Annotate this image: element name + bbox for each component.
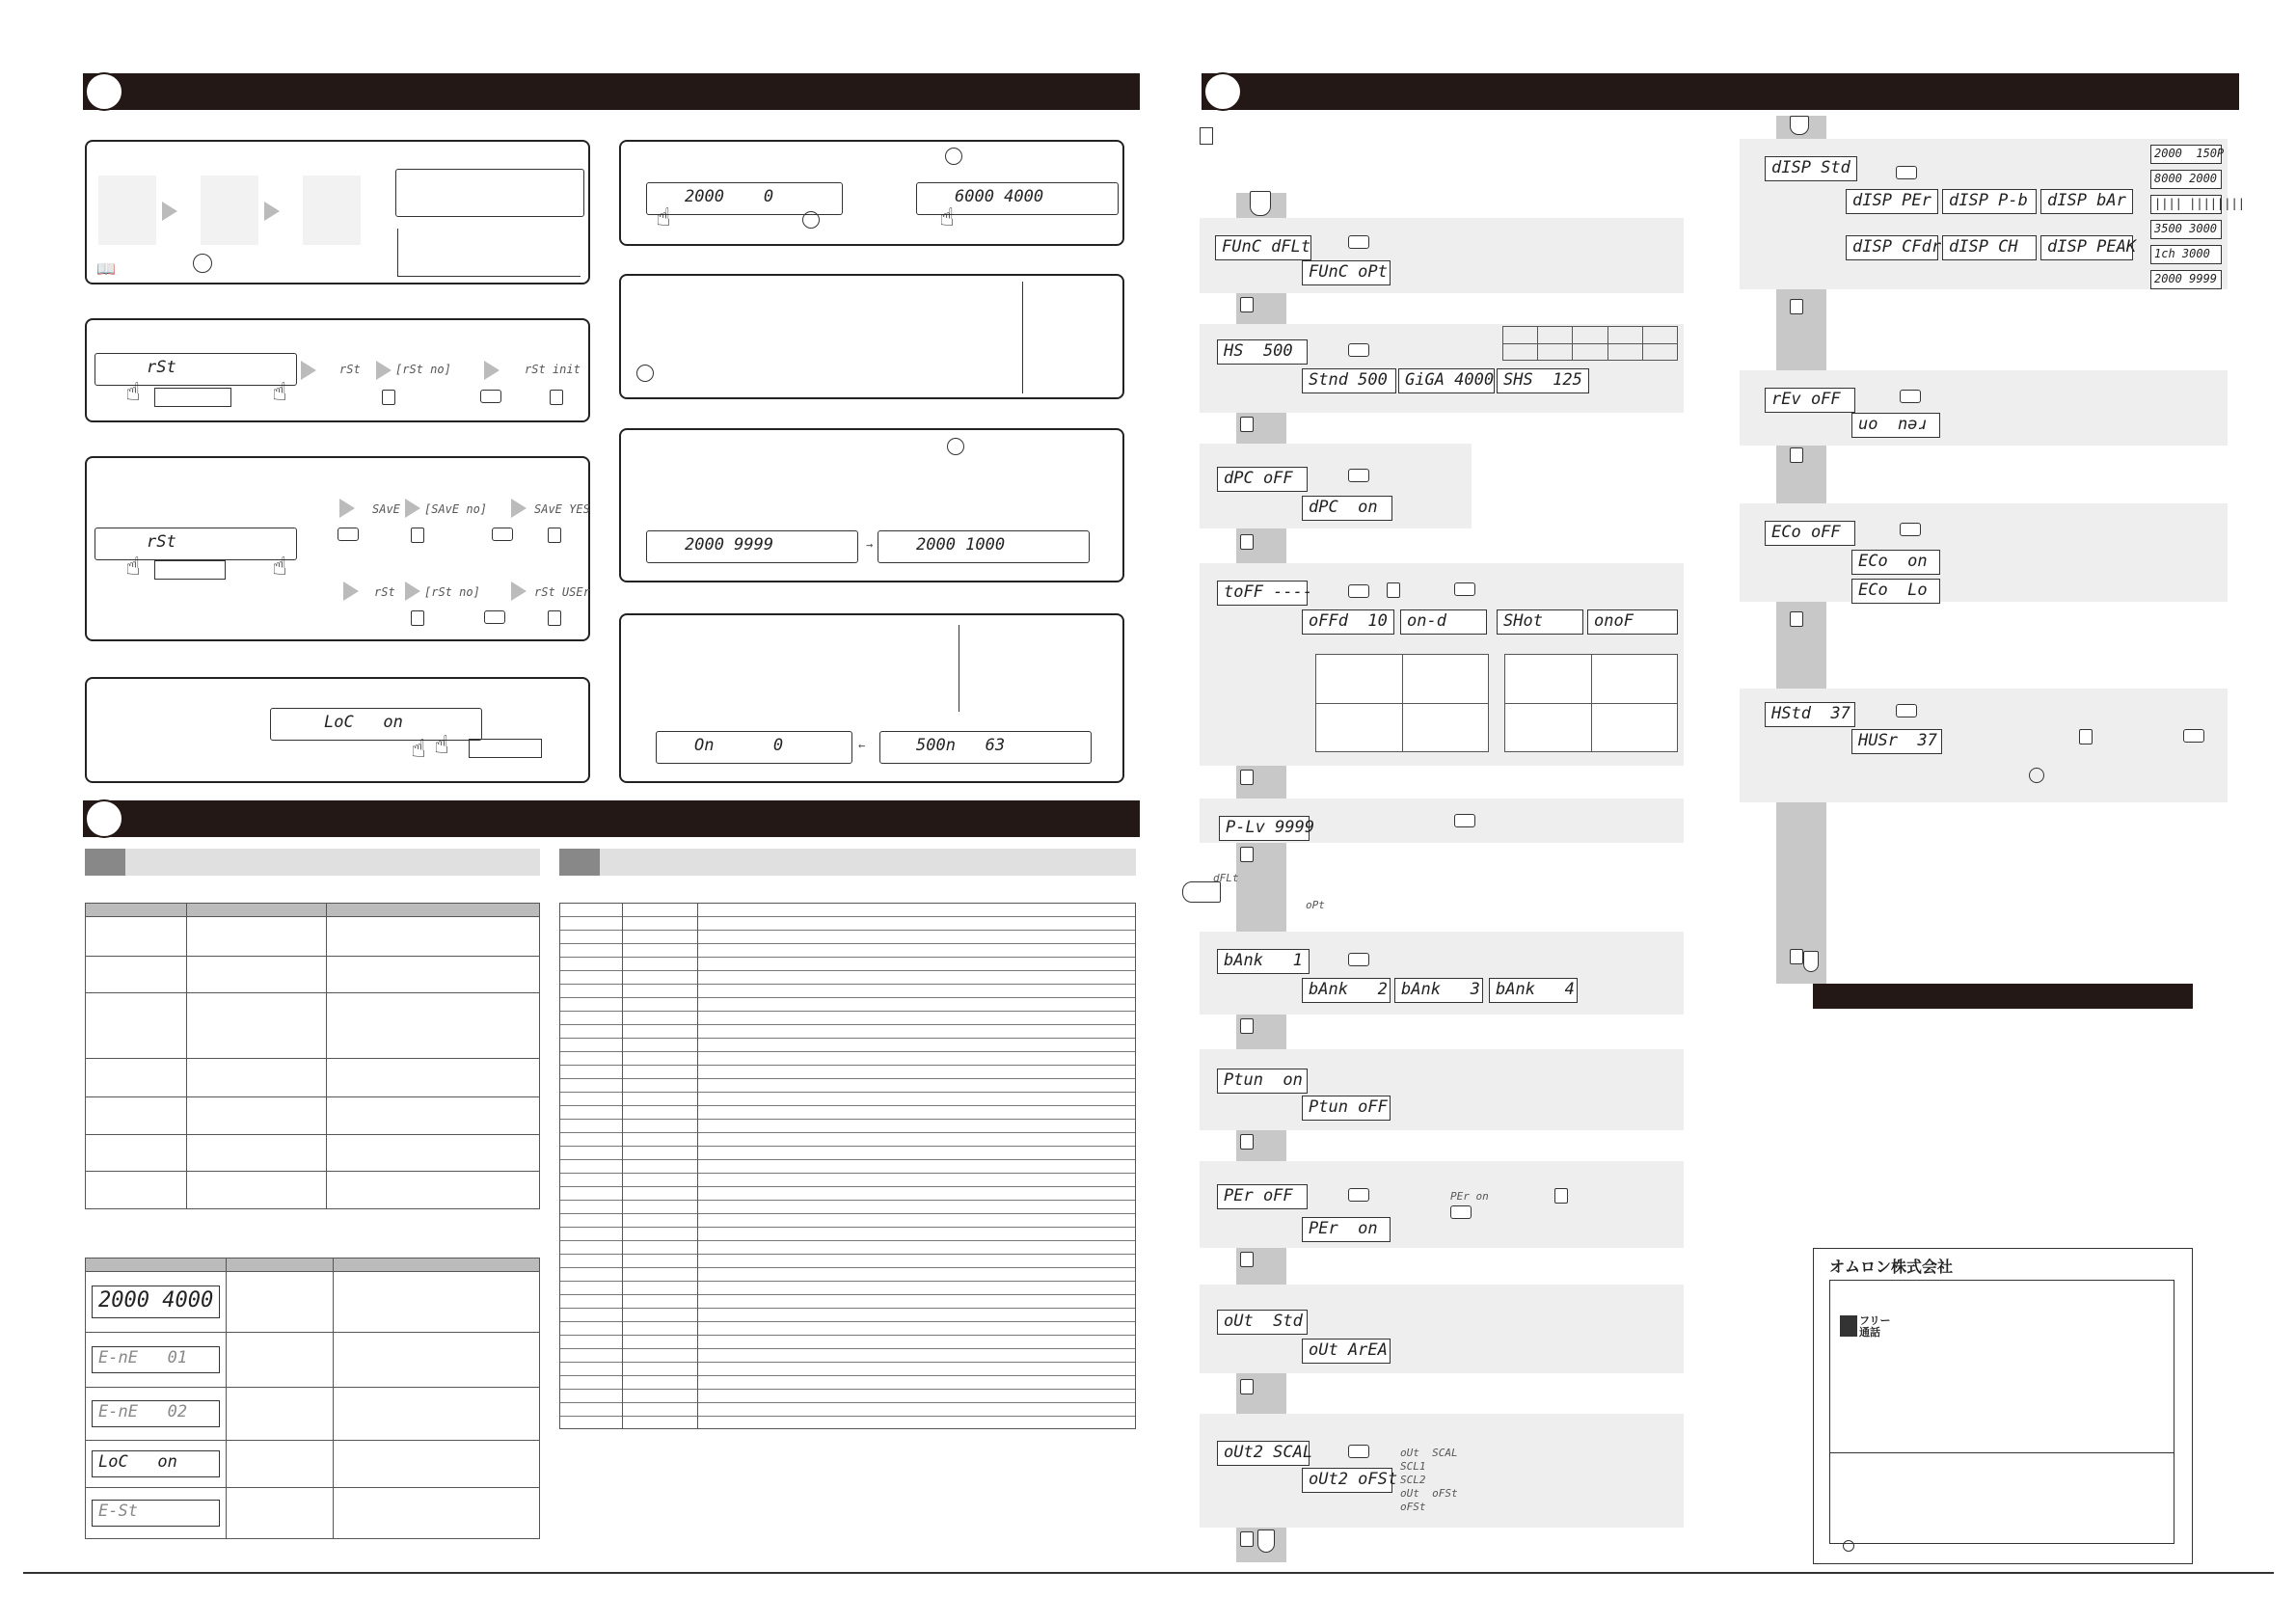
hs-option: GiGA 4000 <box>1398 368 1495 393</box>
select-button-icon <box>1454 582 1475 596</box>
arrow-glyph: → <box>866 538 874 552</box>
out-display: oUt Std <box>1217 1310 1308 1335</box>
out2-display: oUt2 SCAL <box>1217 1441 1310 1466</box>
enter-button-icon <box>1790 949 1803 964</box>
step-arrow <box>162 202 177 221</box>
out2-note: oUt SCAL <box>1400 1447 1458 1459</box>
bank-option: bAnk 4 <box>1489 978 1578 1003</box>
flow-arrow <box>484 361 500 380</box>
check-icon <box>2029 768 2044 783</box>
per-display: PEr oFF <box>1217 1184 1308 1209</box>
toff-timing-table-2 <box>1504 654 1678 752</box>
enter-button-icon <box>1240 297 1254 312</box>
status-display: E-nE 02 <box>92 1400 220 1427</box>
device-display: rSt <box>141 531 218 556</box>
arrow-glyph: ← <box>858 739 866 752</box>
label-box <box>154 388 231 407</box>
enter-button-icon <box>2079 729 2093 744</box>
subheader-bar-1 <box>85 849 540 876</box>
select-button-icon <box>1348 1188 1369 1202</box>
enter-button-icon <box>1790 611 1803 627</box>
select-button-icon <box>1900 523 1921 536</box>
dflt-pointer <box>1182 881 1221 903</box>
toff-option: SHot <box>1497 609 1583 635</box>
timing-chart <box>1022 282 1117 393</box>
flow-arrow <box>339 499 355 518</box>
select-button-icon <box>1348 1445 1369 1458</box>
device-display: LoC on <box>318 712 405 737</box>
enter-button-icon <box>1240 1018 1254 1034</box>
hs-mini-table <box>1502 326 1678 361</box>
opt-label: oPt <box>1306 899 1325 911</box>
label-box <box>469 739 542 758</box>
select-button-icon <box>1896 166 1917 179</box>
device-display: 500n 63 <box>910 735 1016 760</box>
enter-button-icon <box>411 610 424 626</box>
enter-button-icon <box>1790 299 1803 314</box>
check-icon <box>947 438 964 455</box>
bottom-rule <box>23 1572 2274 1574</box>
select-button-icon <box>480 390 501 403</box>
dflt-label: dFLt <box>1213 872 1239 884</box>
eco-display: ECo oFF <box>1765 521 1855 546</box>
panel-timing <box>619 274 1124 399</box>
bank-option: bAnk 2 <box>1302 978 1391 1003</box>
device-display: 2000 0 <box>679 186 785 211</box>
enter-button-icon <box>1240 1134 1254 1150</box>
flow-block-eco <box>1740 503 2228 602</box>
subheader-tab-1 <box>85 849 125 876</box>
disp-sample: 2000 150P <box>2150 145 2222 164</box>
waveform-axis <box>397 229 581 277</box>
check-icon <box>945 148 962 165</box>
rev-option: uo nǝɹ <box>1851 413 1940 438</box>
disp-sample: |||| |||||||| <box>2150 195 2222 214</box>
select-button-icon <box>1900 390 1921 403</box>
disp-option: dISP CFdr <box>1846 235 1938 260</box>
panel-save <box>85 456 590 641</box>
select-button-icon <box>338 528 359 541</box>
hand-press-icon: ☝ <box>125 553 141 582</box>
enter-button-icon <box>1240 1531 1254 1547</box>
book-icon: 📖 <box>96 259 116 278</box>
step-box-1 <box>98 176 156 245</box>
end-marker <box>1257 1529 1275 1553</box>
disp-option: dISP CH <box>1942 235 2037 260</box>
select-button-icon <box>1348 469 1369 482</box>
panel-peak-hold <box>619 613 1124 783</box>
func-option: FUnC oPt <box>1302 260 1391 285</box>
device-display: 6000 4000 <box>949 186 1055 211</box>
reset-user-label: [rSt no] <box>424 585 480 599</box>
hand-press-icon: ☝ <box>411 735 426 764</box>
status-display-table <box>85 1258 540 1539</box>
disp-option: dISP P-b <box>1942 189 2037 214</box>
hstd-display: HStd 37 <box>1765 702 1855 727</box>
out2-option: oUt2 oFSt <box>1302 1468 1392 1493</box>
disp-option: dISP bAr <box>2040 189 2133 214</box>
device-display: 2000 9999 <box>679 534 785 559</box>
dpc-display: dPC oFF <box>1217 467 1308 492</box>
status-display: 2000 4000 <box>92 1286 220 1318</box>
disp-sample: 3500 3000 <box>2150 220 2222 239</box>
section-number-circle-2 <box>1203 72 1242 111</box>
per-option: PEr on <box>1302 1217 1391 1242</box>
contact-box <box>1829 1280 2174 1544</box>
hs-display: HS 500 <box>1217 339 1308 365</box>
panel-reset <box>85 318 590 422</box>
reset-label: rSt init <box>525 363 581 376</box>
select-button-icon <box>1348 953 1369 966</box>
company-box <box>1813 1248 2193 1564</box>
out2-note: SCL2 <box>1400 1474 1426 1486</box>
flow-arrow <box>405 499 420 518</box>
enter-button-icon <box>1387 582 1400 598</box>
func-display: FUnC dFLt <box>1215 235 1311 260</box>
disp-sample: 8000 2000 <box>2150 170 2222 189</box>
dpc-option: dPC on <box>1302 496 1392 521</box>
hs-option: SHS 125 <box>1497 368 1589 393</box>
flow-arrow <box>511 499 527 518</box>
select-button-icon <box>1896 704 1917 717</box>
device-display: rSt <box>141 357 218 382</box>
enter-button-icon <box>548 610 561 626</box>
eco-option: ECo on <box>1851 550 1940 575</box>
panel-teach-overview <box>85 140 590 284</box>
enter-button-icon <box>1240 417 1254 432</box>
flow-arrow <box>511 582 527 601</box>
hand-press-icon: ☝ <box>272 378 287 407</box>
peak-waveform <box>959 625 1113 712</box>
enter-button-icon <box>550 390 563 405</box>
reset-label: [rSt no] <box>395 363 451 376</box>
bank-display: bAnk 1 <box>1217 949 1310 974</box>
status-display: E-nE 01 <box>92 1346 220 1373</box>
end-marker <box>1803 951 1819 972</box>
reset-user-label: rSt <box>374 585 395 599</box>
company-name: オムロン株式会社 <box>1829 1258 1954 1276</box>
menu-icon <box>1200 127 1213 145</box>
toff-option: onoF <box>1587 609 1678 635</box>
select-button-icon <box>2183 729 2204 743</box>
plv-display: P-Lv 9999 <box>1219 816 1310 841</box>
save-label: SAvE <box>372 502 400 516</box>
panel-threshold-check <box>619 140 1124 246</box>
enter-button-icon <box>1240 847 1254 862</box>
status-display: LoC on <box>92 1450 220 1477</box>
black-banner <box>1813 984 2193 1009</box>
toff-option: oFFd 10 <box>1302 609 1394 635</box>
check-icon <box>636 365 654 382</box>
section-number-circle-3 <box>85 799 123 838</box>
enter-button-icon <box>382 390 395 405</box>
flow-arrow <box>301 361 316 380</box>
label-box <box>154 560 226 580</box>
reset-user-label: rSt USEr <box>534 585 590 599</box>
section-bar-1 <box>83 73 1140 110</box>
select-button-icon <box>1348 235 1369 249</box>
hand-press-icon: ☝ <box>656 203 671 232</box>
out2-note: SCL1 <box>1400 1460 1426 1473</box>
disp-sample: 2000 9999 <box>2150 270 2222 289</box>
save-label: SAvE YES <box>534 502 590 516</box>
spec-col-divider <box>622 904 623 1428</box>
step-box-2 <box>201 176 258 245</box>
device-display: 2000 1000 <box>910 534 1016 559</box>
toff-display: toFF ---- <box>1217 581 1308 606</box>
hand-press-icon: ☝ <box>272 553 287 582</box>
hs-option: Stnd 500 <box>1302 368 1396 393</box>
disp-option: dISP PEr <box>1846 189 1938 214</box>
subheader-tab-2 <box>559 849 600 876</box>
select-button-icon <box>492 528 513 541</box>
panel-key-lock <box>85 677 590 783</box>
toff-timing-table-1 <box>1315 654 1489 752</box>
flow-block-out2 <box>1200 1414 1684 1528</box>
eco-option: ECo Lo <box>1851 579 1940 604</box>
small-circle-mark <box>1843 1540 1854 1552</box>
select-button-icon <box>1454 814 1475 827</box>
check-icon <box>802 211 820 229</box>
enter-button-icon <box>1240 1252 1254 1267</box>
toff-option: on-d <box>1400 609 1487 635</box>
ptun-option: Ptun oFF <box>1302 1096 1391 1121</box>
enter-button-icon <box>1240 534 1254 550</box>
phone-icon <box>1840 1315 1857 1337</box>
per-note: PEr on <box>1450 1190 1489 1203</box>
enter-button-icon <box>411 528 424 543</box>
enter-button-icon <box>548 528 561 543</box>
flow-arrow <box>376 361 392 380</box>
disp-option: dISP PEAK <box>2040 235 2133 260</box>
start-marker <box>1250 191 1271 216</box>
step-box-3 <box>303 176 361 245</box>
flow-arrow <box>405 582 420 601</box>
enter-button-icon <box>1554 1188 1568 1204</box>
hand-press-icon: ☝ <box>125 378 141 407</box>
select-button-icon <box>1348 343 1369 357</box>
hand-press-icon: ☝ <box>434 731 449 760</box>
contact-divider <box>1830 1452 2174 1453</box>
subheader-bar-2 <box>559 849 1136 876</box>
spec-table <box>559 903 1136 1429</box>
section-bar-2 <box>1202 73 2239 110</box>
save-label: [SAvE no] <box>424 502 488 516</box>
section-bar-3 <box>83 800 1140 837</box>
disp-display: dISP Std <box>1765 156 1857 181</box>
disp-sample: 1ch 3000 <box>2150 245 2222 264</box>
out2-note: oFSt <box>1400 1501 1426 1513</box>
flow-arrow <box>343 582 359 601</box>
reset-label: rSt <box>339 363 361 376</box>
enter-button-icon <box>1790 447 1803 463</box>
enter-button-icon <box>1240 770 1254 785</box>
husr-option: HUSr 37 <box>1851 729 1942 754</box>
error-table-1 <box>85 903 540 1209</box>
select-button-icon <box>1348 584 1369 598</box>
device-display: On 0 <box>689 735 795 760</box>
out2-note: oUt oFSt <box>1400 1487 1458 1500</box>
bank-option: bAnk 3 <box>1394 978 1483 1003</box>
select-button-icon <box>484 610 505 624</box>
select-button-icon <box>1450 1205 1472 1219</box>
start-marker <box>1790 116 1809 135</box>
status-display: E-St <box>92 1500 220 1527</box>
spec-col-divider <box>697 904 698 1428</box>
section-number-circle-1 <box>85 72 123 111</box>
enter-button-icon <box>1240 1379 1254 1394</box>
out-option: oUt ArEA <box>1302 1339 1391 1364</box>
ptun-display: Ptun on <box>1217 1069 1308 1094</box>
check-icon <box>193 254 212 273</box>
amplifier-device-illustration <box>395 169 584 217</box>
step-arrow <box>264 202 280 221</box>
rev-display: rEv oFF <box>1765 388 1855 413</box>
hand-press-icon: ☝ <box>939 203 955 232</box>
freedial-label: フリー 通話 <box>1859 1314 1891 1339</box>
panel-zero-reset <box>619 428 1124 582</box>
